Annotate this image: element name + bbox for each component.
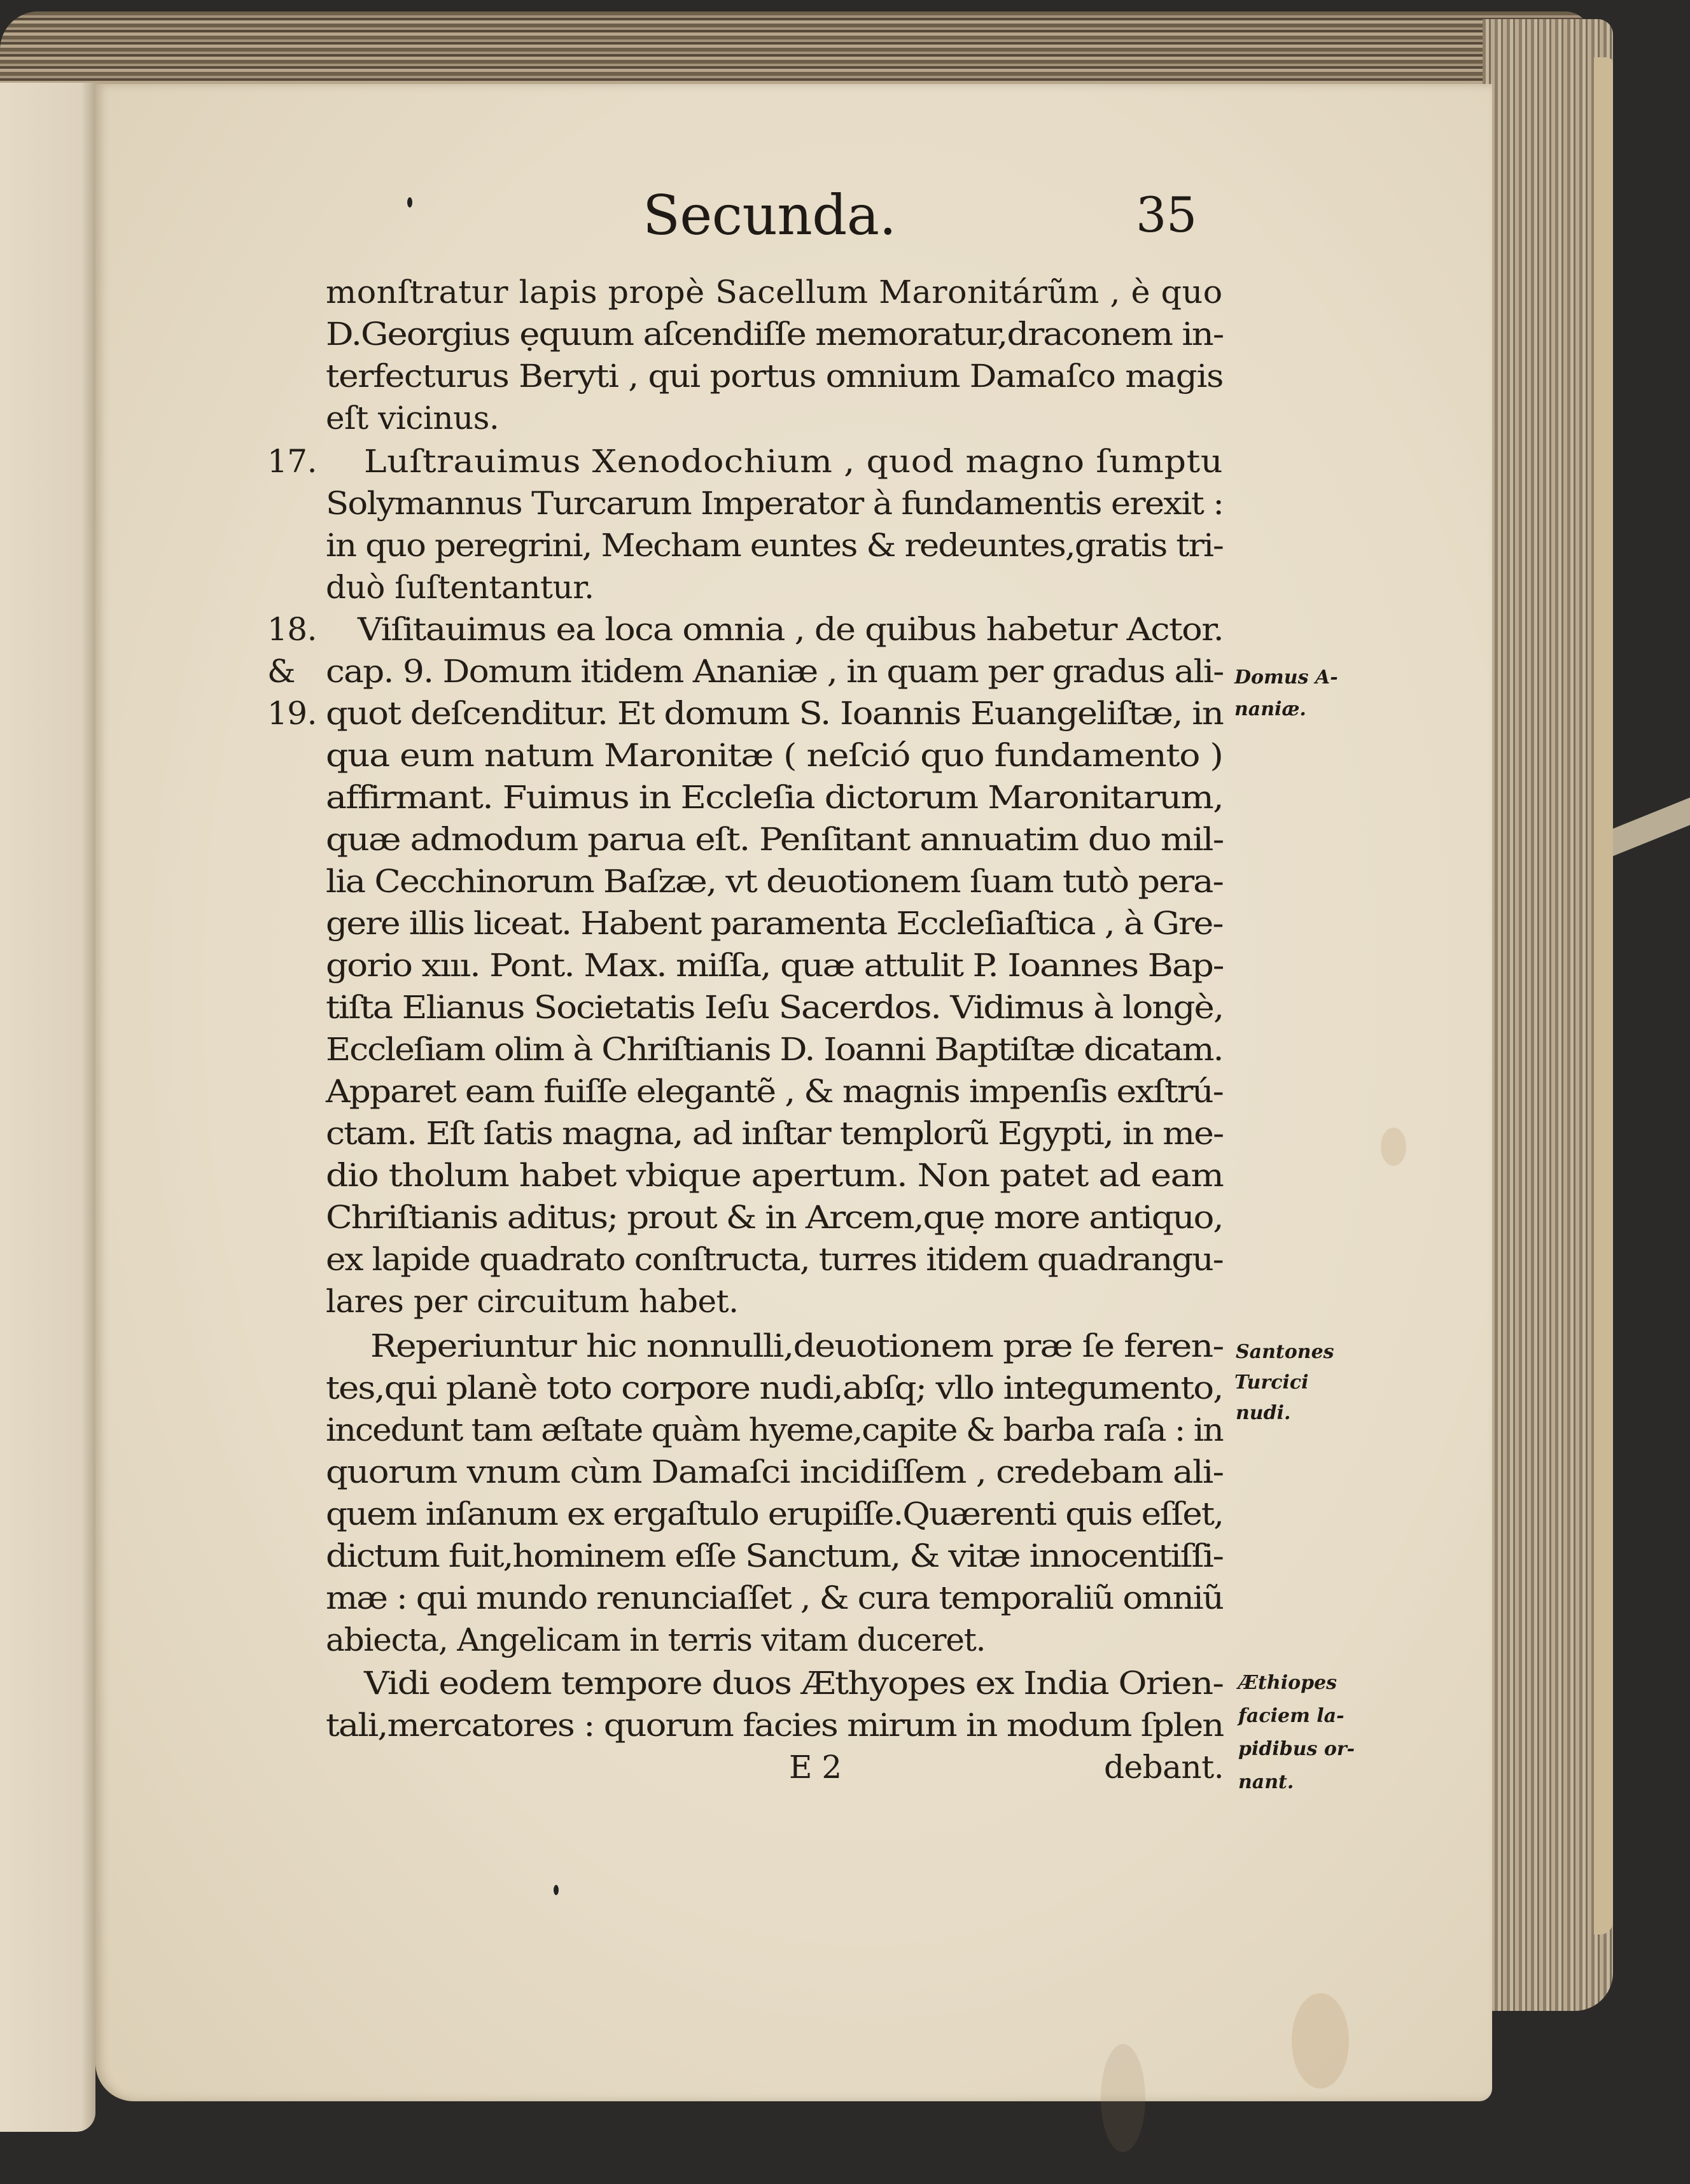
section-number: 19. [267, 695, 318, 732]
text-line: Eccleſiam olim à Chriſtianis D. Ioanni Baptiſtæ dicatam. [326, 1031, 1223, 1068]
ink-speck [554, 1885, 559, 1895]
text-line: monſtratur lapis propè Sacellum Maronitárũm , è quo [326, 274, 1223, 311]
text-line: Solymannus Turcarum Imperator à fundamentis erexit : [326, 485, 1224, 522]
section-number: & [267, 653, 296, 690]
text-line: Reperiuntur hic nonnulli,deuotionem præ ſe feren- [370, 1327, 1224, 1364]
margin-note-line: Æthiopes [1238, 1672, 1337, 1694]
signature-mark: E 2 [789, 1749, 842, 1786]
left-page-edge [0, 83, 95, 2132]
text-line: incedunt tam æſtate quàm hyeme,capite & barba raſa : in [326, 1411, 1223, 1448]
text-line: affirmant. Fuimus in Eccleſia dictorum Maronitarum, [326, 779, 1223, 816]
text-line: abiecta, Angelicam in terris vitam duceret. [326, 1621, 986, 1658]
book-top-edge [0, 11, 1591, 89]
text-line: quæ admodum parua eſt. Penſitant annuatim duo mil- [326, 821, 1224, 858]
paper-stain [1381, 1128, 1406, 1166]
text-line: cap. 9. Domum itidem Ananiæ , in quam per gradus ali- [326, 653, 1224, 690]
margin-note-line: Domus A- [1234, 666, 1338, 689]
text-line: ctam. Eſt ſatis magna, ad inſtar templorũ Egypti, in me- [326, 1115, 1224, 1152]
text-line: duò ſuſtentantur. [326, 569, 594, 606]
text-line: tes,qui planè toto corpore nudi,abſq; vllo integumento, [326, 1369, 1223, 1406]
text-line: gorio xııı. Pont. Max. miſſa, quæ attulit P. Ioannes Bap- [326, 947, 1224, 984]
page-number: 35 [1136, 186, 1197, 243]
text-line: in quo peregrini, Mecham euntes & redeuntes,gratis tri- [326, 527, 1223, 564]
text-line: terfecturus Beryti , qui portus omnium Damaſco magis [326, 358, 1224, 395]
text-line: eſt vicinus. [326, 400, 499, 437]
margin-note-line: Santones [1236, 1341, 1334, 1363]
text-line: tali,mercatores : quorum facies mirum in modum ſplen [326, 1707, 1224, 1744]
text-line: lares per circuitum habet. [326, 1283, 739, 1320]
text-line: ex lapide quadrato conſtructa, turres itidem quadrangu- [326, 1241, 1223, 1278]
margin-note-line: faciem la- [1238, 1705, 1344, 1727]
running-title: Secunda. [643, 184, 897, 248]
text-line: quem inſanum ex ergaſtulo erupiſſe.Quærenti quis eſſet, [326, 1495, 1224, 1532]
section-number: 18. [267, 611, 318, 648]
margin-note-line: naniæ. [1234, 698, 1306, 720]
book-fore-edge [1483, 19, 1613, 2011]
section-number: 17. [267, 443, 318, 480]
text-line: dictum fuit,hominem eſſe Sanctum, & vitæ innocentiſſi- [326, 1537, 1223, 1574]
text-line: qua eum natum Maronitæ ( neſció quo fundamento ) [326, 737, 1223, 774]
margin-note-line: Turcici [1234, 1371, 1309, 1394]
ink-speck [407, 197, 412, 207]
margin-note-line: nant. [1238, 1771, 1294, 1793]
margin-note-line: pidibus or- [1238, 1738, 1355, 1760]
catchword: debant. [1104, 1749, 1224, 1786]
text-line: gere illis liceat. Habent paramenta Eccleſiaſtica , à Gre- [326, 905, 1223, 942]
text-line: lia Cecchinorum Baſzæ, vt deuotionem ſuam tutò pera- [326, 863, 1223, 900]
text-line: Viſitauimus ea loca omnia , de quibus habetur Actor. [358, 611, 1224, 648]
margin-note-line: nudi. [1236, 1402, 1291, 1424]
text-line: tiſta Elianus Societatis Ieſu Sacerdos. Vidimus à longè, [326, 989, 1224, 1026]
text-line: Apparet eam fuiſſe elegantẽ , & magnis impenſis exſtrú- [326, 1073, 1223, 1110]
text-line: quot deſcenditur. Et domum S. Ioannis Euangeliſtæ, in [326, 695, 1224, 732]
text-line: D.Georgius ẹquum aſcendiſſe memoratur,draconem in- [326, 316, 1224, 353]
text-line: Chriſtianis aditus; prout & in Arcem,quẹ more antiquo, [326, 1199, 1223, 1236]
text-line: Vidi eodem tempore duos Æthyopes ex India Orien- [364, 1665, 1224, 1702]
text-line: quorum vnum cùm Damaſci incidiſſem , credebam ali- [326, 1453, 1224, 1490]
paper-stain [1101, 2044, 1145, 2152]
text-line: dio tholum habet vbique apertum. Non patet ad eam [326, 1157, 1224, 1194]
text-line: mæ : qui mundo renunciaſſet , & cura temporaliũ omniũ [326, 1579, 1223, 1616]
text-line: Luſtrauimus Xenodochium , quod magno ſumptu [364, 443, 1224, 480]
paper-stain [1292, 1993, 1349, 2089]
